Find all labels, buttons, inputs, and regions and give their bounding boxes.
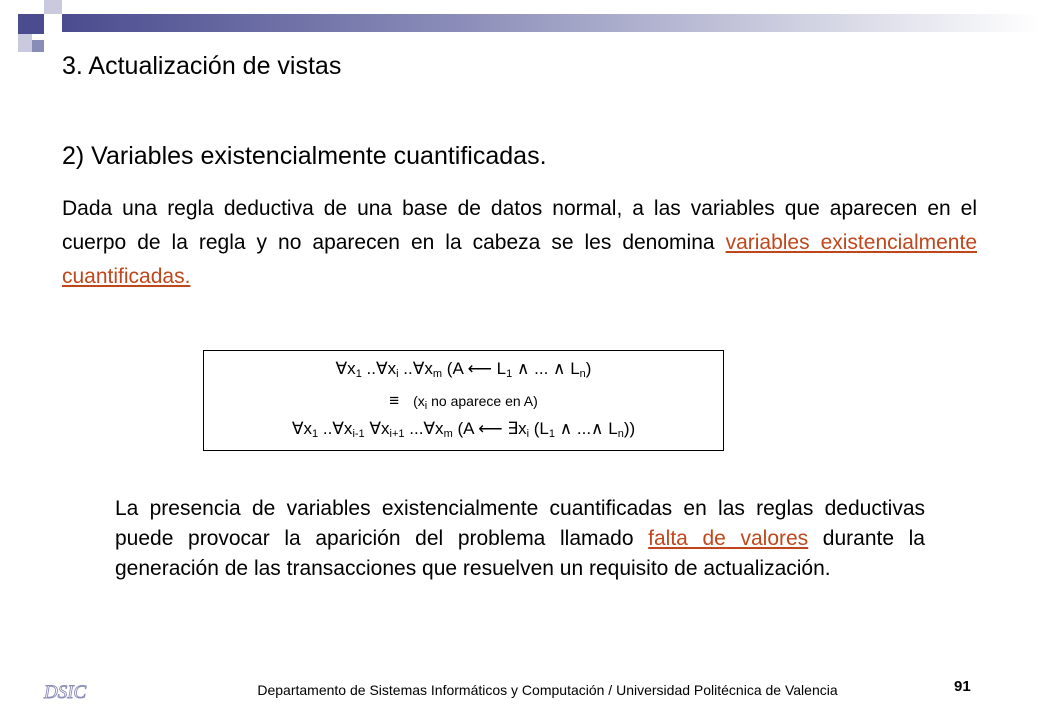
page-number: 91 [954,678,971,695]
header-bar [62,14,1040,32]
decor-square-mid [32,40,44,52]
explanation-text-before: La presencia de variables existencialmente cuantificadas en las reglas deductivas puede provocar la aparición del problema llamado [115,497,925,550]
definition-link[interactable]: variables existencialmente cuantificadas. [62,231,978,288]
explanation-text-after: durante la generación de las transacciones que resuelven un requisito de actualización. [115,527,925,580]
missing-values-link[interactable]: falta de valores [648,527,809,550]
formula-line-2: ≡ ($x_i$ no aparece en A) [389,391,538,412]
definition-text: Dada una regla deductiva de una base de datos normal, a las variables que aparecen en el cuerpo de la regla y no aparecen en la cabeza se les denomina [62,197,977,254]
section-subtitle: 2) Variables existencialmente cuantificadas. [62,142,547,170]
decor-square-dark [18,14,44,34]
definition-paragraph [62,192,977,294]
slide-title: 3. Actualización de vistas [62,52,342,80]
explanation-paragraph [115,494,925,584]
dsic-logo-text: DSIC [44,682,87,703]
equivalence-symbol: ≡ [389,391,400,410]
formula-box [203,350,724,451]
formula-line-3: $\forall x_1$ $..\forall x_{i-1}$ $\forall x_{i+1}$ $...\forall x_m$ (A ⟵ $\exists x_i$ ($L_1$ ∧ ...∧ $L_n$)) [291,419,636,440]
formula-line-1: $\forall x_1$ $..\forall x_i$ $..\forall x_m$ (A ⟵ $L_1$ ∧ ... ∧ $L_n$) [335,359,592,380]
decor-square-light [18,34,32,52]
footer-department: Departamento de Sistemas Informáticos y Computación / Universidad Politécnica de Valencia [257,682,838,698]
decor-square-light [44,0,62,14]
